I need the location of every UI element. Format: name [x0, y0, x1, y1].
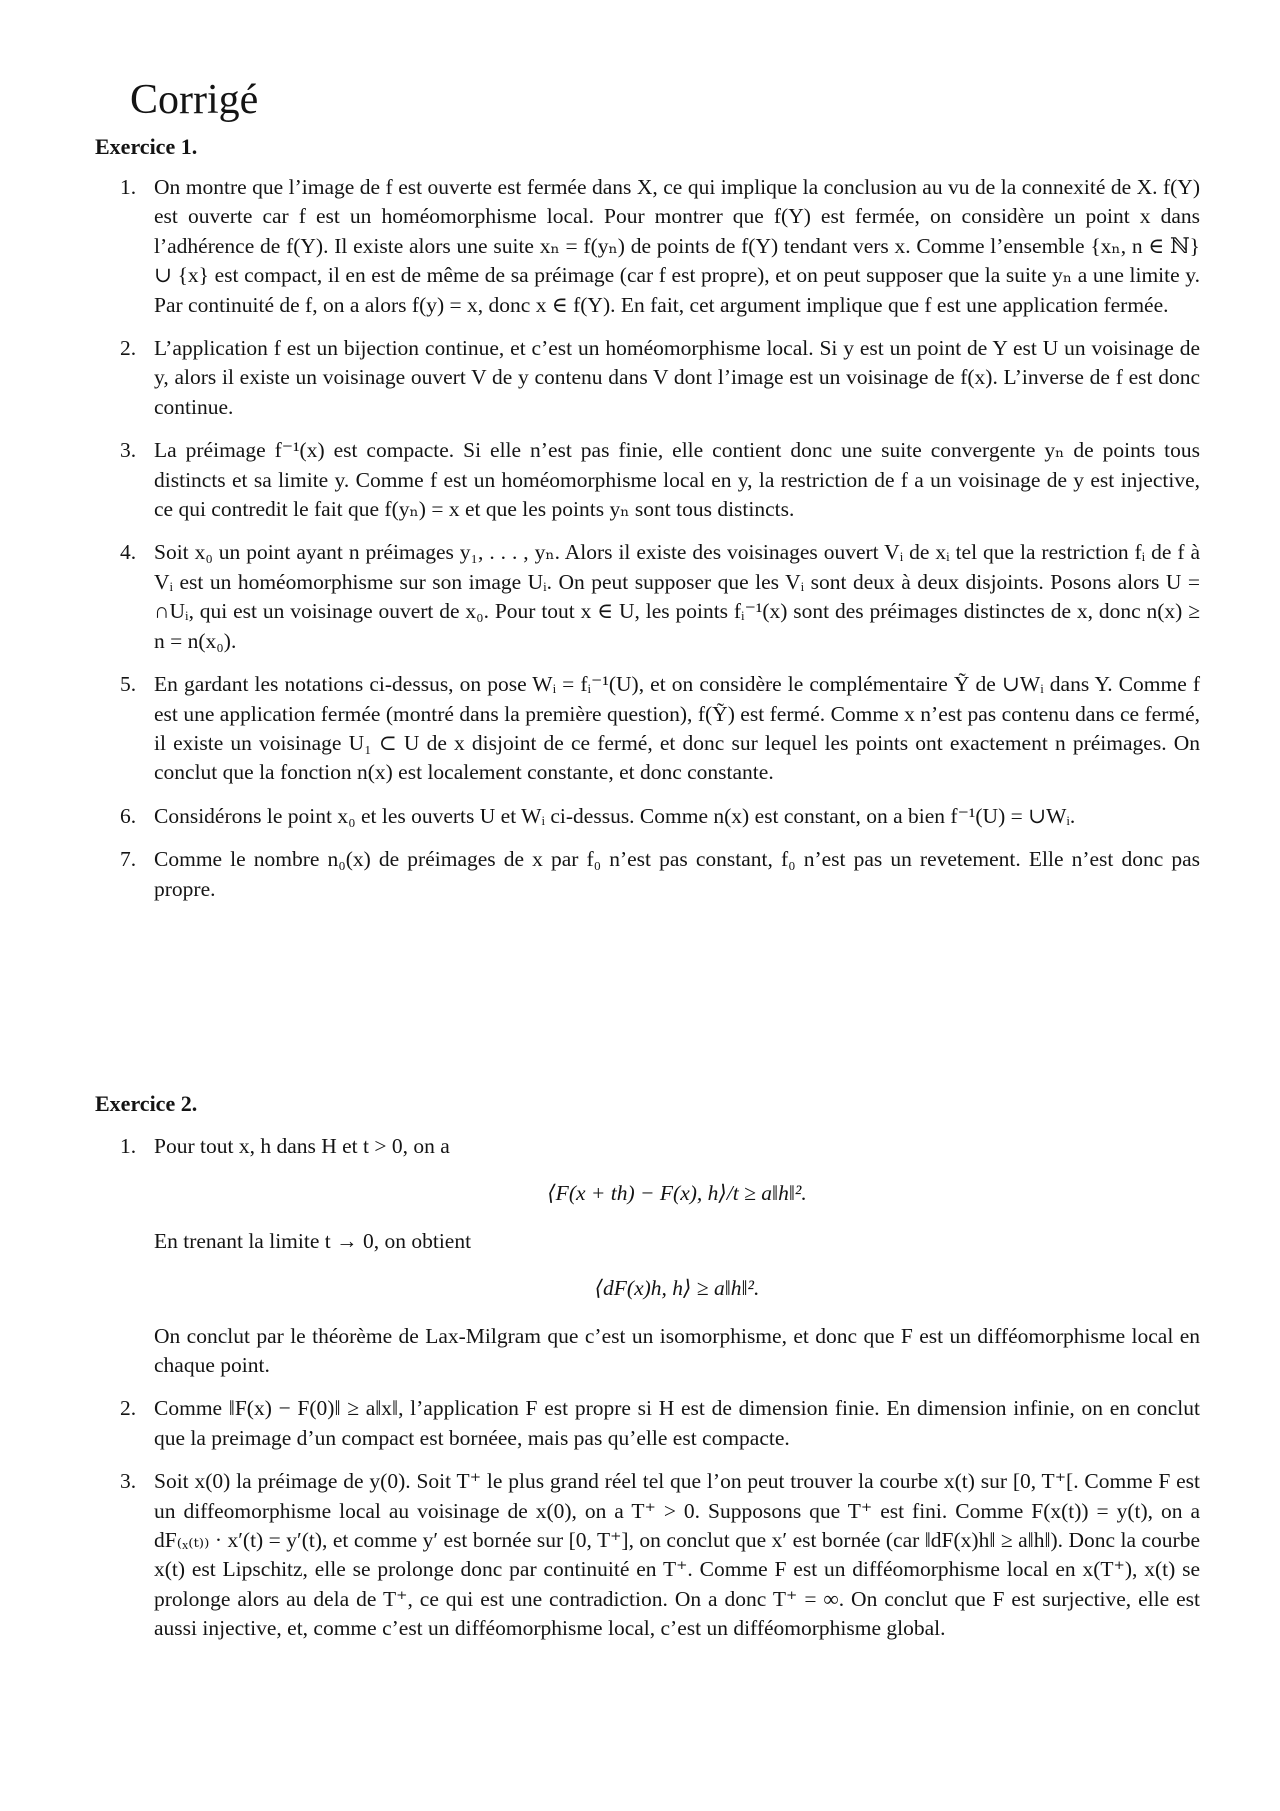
- list-item: [120, 1132, 1200, 1380]
- list-item: [120, 1467, 1200, 1643]
- item-number: 3.: [120, 1469, 137, 1494]
- item-text: Soit x₀ un point ayant n préimages y₁, . . . , yₙ. Alors il existe des voisinages ouvert Vᵢ de xᵢ tel que la restriction fᵢ de f à Vᵢ est un homéomorphisme sur son image Uᵢ. On peut supposer que les Vᵢ sont deux à deux disjoints. Posons alors U = ∩Uᵢ, qui est un voisinage ouvert de x₀. Pour tout x ∈ U, les points fᵢ⁻¹(x) sont des préimages distinctes de x, donc n(x) ≥ n = n(x₀).: [154, 540, 1200, 653]
- list-item: [120, 538, 1200, 656]
- list-item: [120, 334, 1200, 422]
- list-item: [120, 436, 1200, 524]
- list-item: [120, 1394, 1200, 1453]
- item-text-3: On conclut par le théorème de Lax-Milgram que c’est un isomorphisme, et donc que F est un difféomorphisme local en chaque point.: [154, 1323, 1200, 1378]
- item-text-2: En trenant la limite t → 0, on obtient: [154, 1228, 472, 1253]
- item-number: 2.: [120, 1396, 137, 1421]
- item-text: L’application f est un bijection continue, et c’est un homéomorphisme local. Si y est un point de Y est U un voisinage de y, alors il existe un voisinage ouvert V de y contenu dans V dont l’image est un voisinage de f(x). L’inverse de f est donc continue.: [154, 336, 1200, 419]
- list-item: [120, 173, 1200, 320]
- item-number: 1.: [120, 175, 137, 199]
- item-text: On montre que l’image de f est ouverte est fermée dans X, ce qui implique la conclusion au vu de la connexité de X. f(Y) est ouverte car f est un homéomorphisme local. Pour montrer que f(Y) est fermée, on considère un point x dans l’adhérence de f(Y). Il existe alors une suite xₙ = f(yₙ) de points de f(Y) tendant vers x. Comme l’ensemble {xₙ, n ∈ ℕ} ∪ {x} est compact, il en est de même de sa préimage (car f est propre), et on peut supposer que la suite yₙ a une limite y. Par continuité de f, on a alors f(y) = x, donc x ∈ f(Y). En fait, cet argument implique que f est une application fermée.: [154, 175, 1200, 317]
- item-number: 3.: [120, 438, 137, 463]
- equation-2: ⟨dF(x)h, h⟩ ≥ a‖h‖².: [594, 1276, 760, 1301]
- exercise-2-heading: Exercice 2.: [95, 1091, 198, 1116]
- exercise-1-list: [120, 173, 1200, 904]
- equation-1: ⟨F(x + th) − F(x), h⟩/t ≥ a‖h‖².: [547, 1181, 807, 1206]
- item-text: Comme ‖F(x) − F(0)‖ ≥ a‖x‖, l’application F est propre si H est de dimension finie. En dimension infinie, on en conclut que la preimage d’un compact est bornéee, mais pas qu’elle est compacte.: [154, 1396, 1200, 1450]
- item-text: En gardant les notations ci-dessus, on pose Wᵢ = fᵢ⁻¹(U), et on considère le complémentaire Ỹ de ∪Wᵢ dans Y. Comme f est une application fermée (montré dans la première question), f(Ỹ) est fermé. Comme x n’est pas contenu dans ce fermé, il existe un voisinage U₁ ⊂ U de x disjoint de ce fermé, et donc sur lequel les points ont exactement n préimages. On conclut que la fonction n(x) est localement constante, et donc constante.: [154, 672, 1200, 785]
- item-number: 4.: [120, 540, 137, 565]
- item-number: 6.: [120, 803, 137, 828]
- item-text: Pour tout x, h dans H et t > 0, on a: [154, 1134, 450, 1158]
- item-number: 2.: [120, 336, 137, 361]
- list-item: [120, 845, 1200, 904]
- exercise-2-list: [120, 1132, 1200, 1644]
- item-text: Considérons le point x₀ et les ouverts U et Wᵢ ci-dessus. Comme n(x) est constant, on a bien f⁻¹(U) = ∪Wᵢ.: [154, 803, 1076, 828]
- exercise-1-heading: Exercice 1.: [95, 134, 198, 159]
- item-number: 7.: [120, 847, 137, 872]
- list-item: [120, 670, 1200, 788]
- list-item: [120, 802, 1200, 831]
- item-number: 1.: [120, 1134, 137, 1158]
- page-title: Corrigé: [130, 77, 259, 123]
- item-text: La préimage f⁻¹(x) est compacte. Si elle n’est pas finie, elle contient donc une suite convergente yₙ de points tous distincts et sa limite y. Comme f est un homéomorphisme local en y, la restriction de f a un voisinage de y est injective, ce qui contredit le fait que f(yₙ) = x et que les points yₙ sont tous distincts.: [154, 438, 1200, 522]
- item-number: 5.: [120, 672, 137, 697]
- item-text: Comme le nombre n₀(x) de préimages de x par f₀ n’est pas constant, f₀ n’est pas un revetement. Elle n’est donc pas propre.: [154, 847, 1200, 901]
- item-text: Soit x(0) la préimage de y(0). Soit T⁺ le plus grand réel tel que l’on peut trouver la courbe x(t) sur [0, T⁺[. Comme F est un diffeomorphisme local au voisinage de x(0), on a T⁺ > 0. Supposons que T⁺ est fini. Comme F(x(t)) = y(t), on a dF₍ₓ₍ₜ₎₎ · x′(t) = y′(t), et comme y′ est bornée sur [0, T⁺], on conclut que x′ est bornée (car ‖dF(x)h‖ ≥ a‖h‖). Donc la courbe x(t) est Lipschitz, elle se prolonge donc par continuité en T⁺. Comme F est un difféomorphisme local en x(T⁺), x(t) se prolonge alors au dela de T⁺, ce qui est une contradiction. On a donc T⁺ = ∞. On conclut que F est surjective, elle est aussi injective, et, comme c’est un difféomorphisme local, c’est un difféomorphisme global.: [154, 1469, 1200, 1641]
